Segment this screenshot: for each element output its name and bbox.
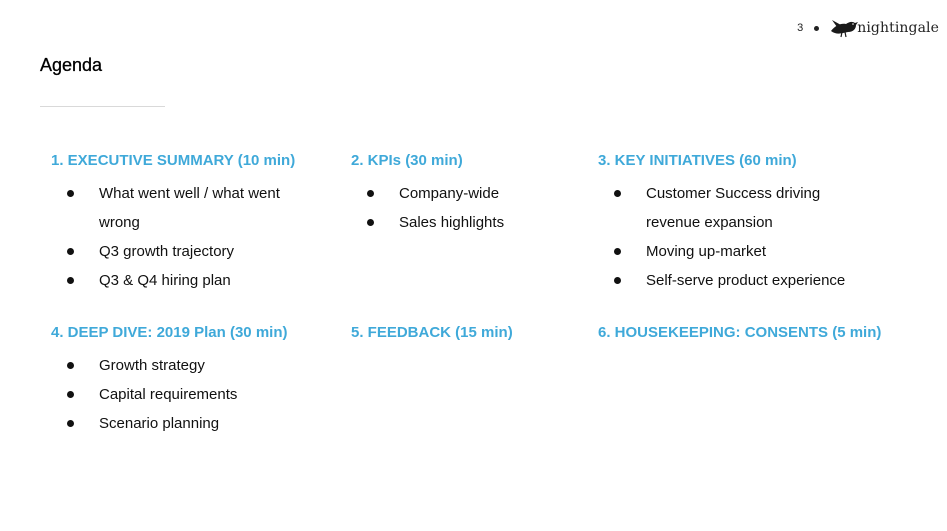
bullet-icon: [67, 190, 74, 197]
agenda-section-executive-summary: [51, 151, 321, 295]
section-items: [598, 179, 898, 295]
logo-wordmark: nightingale: [857, 20, 939, 36]
page-title: Agenda: [40, 55, 103, 75]
list-item: Moving up-market: [598, 237, 898, 266]
bullet-icon: [67, 420, 74, 427]
list-item: Sales highlights: [351, 208, 581, 237]
list-item: Capital requirements: [51, 380, 331, 409]
nightingale-bird-icon: [829, 17, 859, 39]
agenda-section-kpis: [351, 151, 581, 237]
list-item: Scenario planning: [51, 409, 331, 438]
company-logo: [829, 17, 939, 39]
agenda-section-housekeeping: [598, 323, 918, 343]
bullet-icon: [367, 190, 374, 197]
section-heading: 4. DEEP DIVE: 2019 Plan (30 min): [51, 324, 288, 341]
bullet-icon: [67, 391, 74, 398]
agenda-section-feedback: [351, 323, 581, 343]
bullet-icon: [67, 277, 74, 284]
agenda-section-deep-dive: [51, 323, 331, 438]
bullet-icon: [67, 248, 74, 255]
bullet-icon: [367, 219, 374, 226]
list-item: Q3 & Q4 hiring plan: [51, 266, 321, 295]
list-item: Self-serve product experience: [598, 266, 898, 295]
section-heading: 6. HOUSEKEEPING: CONSENTS (5 min): [598, 324, 882, 341]
slide-header: [797, 16, 939, 40]
list-item: Q3 growth trajectory: [51, 237, 321, 266]
bullet-icon: [614, 248, 621, 255]
section-items: [51, 351, 331, 438]
bullet-icon: [67, 362, 74, 369]
section-heading: 3. KEY INITIATIVES (60 min): [598, 152, 797, 169]
bullet-icon: [614, 190, 621, 197]
section-heading: 2. KPIs (30 min): [351, 152, 463, 169]
list-item: Company-wide: [351, 179, 581, 208]
section-heading: 1. EXECUTIVE SUMMARY (10 min): [51, 152, 296, 169]
agenda-section-key-initiatives: [598, 151, 898, 295]
list-item: Customer Success driving revenue expansion: [598, 179, 898, 237]
separator-dot: [814, 26, 819, 31]
section-items: [351, 179, 581, 237]
page-number: 3: [797, 22, 804, 34]
section-items: [51, 179, 321, 295]
list-item: Growth strategy: [51, 351, 331, 380]
bullet-icon: [614, 277, 621, 284]
section-heading: 5. FEEDBACK (15 min): [351, 324, 513, 341]
list-item: What went well / what went wrong: [51, 179, 321, 237]
title-divider: [40, 106, 165, 107]
